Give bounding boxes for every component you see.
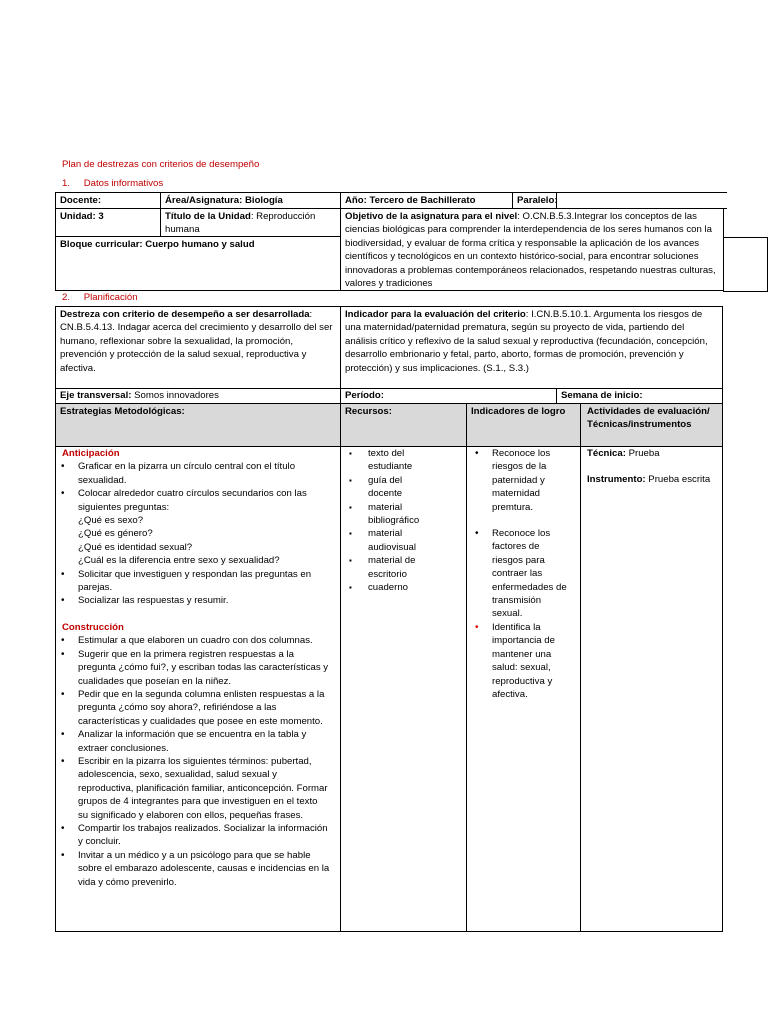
list-item: • Solicitar que investiguen y respondan las preguntas en parejas. bbox=[56, 568, 330, 595]
instrumento: Instrumento: Prueba escrita bbox=[587, 474, 711, 486]
section-number: 1. bbox=[62, 178, 71, 189]
construccion-title: Construcción bbox=[62, 621, 124, 633]
section-number: 2. bbox=[62, 292, 71, 303]
section-planificacion bbox=[62, 291, 138, 304]
unidad-label: Unidad: 3 bbox=[60, 211, 104, 222]
recursos-content bbox=[341, 446, 466, 595]
list-item: • Graficar en la pizarra un círculo central con el título sexualidad. bbox=[56, 460, 330, 487]
section-datos-informativos bbox=[62, 177, 163, 190]
document-title: Plan de destrezas con criterios de desempeño bbox=[62, 159, 260, 170]
section-label: Datos informativos bbox=[83, 178, 164, 189]
header-recursos: Recursos: bbox=[345, 406, 392, 417]
anio-label: Año: Tercero de Bachillerato bbox=[345, 195, 476, 206]
titulo-unidad: Título de la Unidad: Reproducción humana bbox=[165, 211, 316, 236]
list-item: ▪ texto del estudiante bbox=[345, 447, 436, 474]
recursos-list bbox=[345, 447, 436, 594]
periodo-label: Período: bbox=[345, 390, 384, 401]
semana-inicio-label: Semana de inicio: bbox=[561, 390, 643, 401]
destreza-criterio: Destreza con criterio de desempeño a ser desarrollada: CN.B.5.4.13. Indagar acerca del crecimiento y desarrollo del ser humano, reflexionar sobre la sexualidad, la promoción, prevención y protección de la salud sexual, reproductiva y afectiva. bbox=[60, 309, 333, 374]
list-item: • Reconoce los factores de riesgos para contraer las enfermedades de transmisión sexual. bbox=[470, 527, 572, 621]
list-item: • Pedir que en la segunda columna enlisten respuestas a la pregunta ¿cómo soy ahora?, refiriéndose a las características y cualidades que posee en este momento. bbox=[56, 688, 330, 728]
indicador-evaluacion: Indicador para la evaluación del criterio: I.CN.B.5.10.1. Argumenta los riesgos de una maternidad/paternidad prematura, según su proyecto de vida, partiendo del análisis crítico y reflexivo de la salud sexual y reproductiva (fecundación, concepción, desarrollo embrionario y fetal, parto, aborto, formas de promoción, prevención y protección) y sus implicaciones. (S.1., S.3.) bbox=[345, 309, 708, 374]
header-actividades: Actividades de evaluación/ Técnicas/instrumentos bbox=[587, 406, 710, 431]
list-item: • Sugerir que en la primera registren respuestas a la pregunta ¿cómo fui?, y escriban todas las características y cualidades que poseían en la niñez. bbox=[56, 648, 330, 688]
area-asignatura: Área/Asignatura: Biología bbox=[165, 195, 283, 206]
list-item: ▪ cuaderno bbox=[345, 581, 436, 594]
list-item: • Colocar alrededor cuatro círculos secundarios con las siguientes preguntas: ¿Qué es sexo? ¿Qué es género? ¿Qué es identidad sexual? ¿Cuál es la diferencia entre sexo y sexualidad? bbox=[56, 487, 330, 567]
eje-transversal: Eje transversal: Somos innovadores bbox=[60, 390, 219, 401]
list-item: • Escribir en la pizarra los siguientes términos: pubertad, adolescencia, sexo, sexualidad, salud sexual y reproductiva, planificación familiar, anticoncepción. Formar grupos de 4 integrantes para que investiguen en el texto su significado y elaboren con ellos, pequeñas frases. bbox=[56, 755, 330, 822]
indicadores-list bbox=[470, 447, 572, 701]
list-item: • Reconoce los riesgos de la paternidad y maternidad premtura. bbox=[470, 447, 572, 514]
header-estrategias: Estrategias Metodológicas: bbox=[60, 406, 185, 417]
tecnica: Técnica: Prueba bbox=[587, 448, 660, 459]
list-item: • Invitar a un médico y a un psicólogo para que se hable sobre el embarazo adolescente, causas e incidencias en la vida y cómo prevenirlo. bbox=[56, 849, 330, 889]
estrategias-content bbox=[56, 446, 340, 890]
bloque-curricular: Bloque curricular: Cuerpo humano y salud bbox=[60, 239, 255, 250]
paralelo-label: Paralelo: bbox=[517, 195, 558, 206]
objetivo-asignatura: Objetivo de la asignatura para el nivel: O.CN.B.5.3.Integrar los conceptos de las ciencias biológicas para comprender la interdependencia de los seres humanos con la biodiversidad, y evaluar de forma crítica y responsable la aplicación de los avances científicos y tecnológicos en un contexto histórico-social, para encontrar soluciones innovadoras a problemas contemporáneos relacionados, respetando nuestras culturas, valores y tradiciones bbox=[345, 211, 716, 290]
list-item: ▪ material bibliográfico bbox=[345, 501, 436, 528]
list-item: • Analizar la información que se encuentra en la tabla y extraer conclusiones. bbox=[56, 728, 330, 755]
construccion-list bbox=[56, 634, 330, 889]
docente-label: Docente: bbox=[60, 195, 102, 206]
indicadores-content bbox=[467, 446, 580, 702]
list-item: ▪ material de escritorio bbox=[345, 554, 436, 581]
list-item: ▪ material audiovisual bbox=[345, 527, 436, 554]
list-item: • Compartir los trabajos realizados. Socializar la información y concluir. bbox=[56, 822, 330, 849]
anticipacion-list bbox=[56, 460, 330, 607]
list-item: ▪ guía del docente bbox=[345, 474, 436, 501]
list-item: • Socializar las respuestas y resumir. bbox=[56, 594, 330, 607]
list-item: • Estimular a que elaboren un cuadro con dos columnas. bbox=[56, 634, 330, 647]
list-item: • Identifica la importancia de mantener una salud: sexual, reproductiva y afectiva. bbox=[470, 621, 572, 701]
header-indicadores: Indicadores de logro bbox=[471, 406, 566, 417]
actividades-content bbox=[581, 446, 722, 488]
section-label: Planificación bbox=[83, 292, 138, 303]
anticipacion-title: Anticipación bbox=[62, 448, 120, 459]
